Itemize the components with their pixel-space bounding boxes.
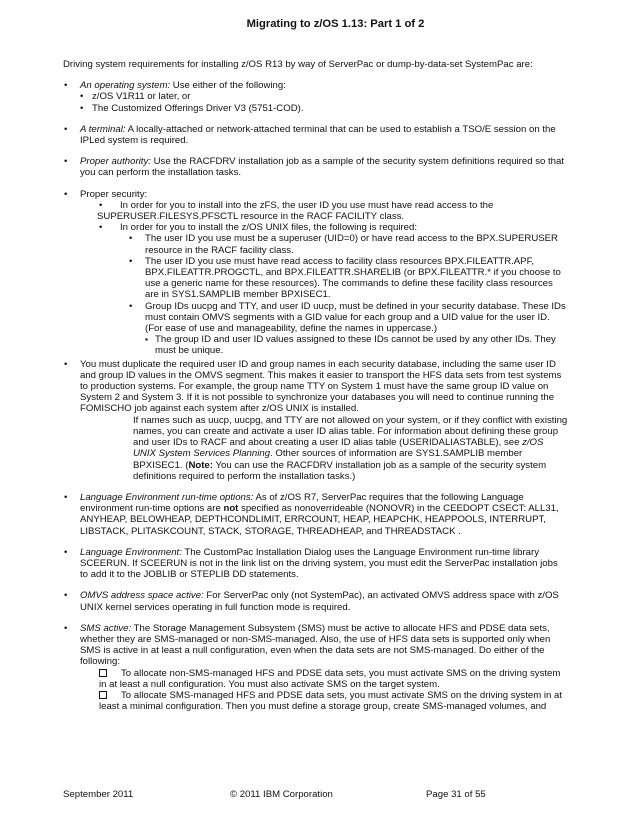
emphasis-not: not (223, 503, 239, 515)
item-text: Use either of the following: (170, 80, 286, 92)
list-item-operating-system (63, 80, 568, 114)
bullet-icon: • (64, 188, 68, 200)
square-bullet-icon: ▪ (145, 334, 149, 345)
item-label: OMVS address space active: (80, 590, 204, 602)
bullet-icon: • (64, 546, 68, 558)
page-footer (63, 789, 568, 801)
bullet-icon: • (64, 156, 68, 168)
bullet-icon: • (99, 199, 103, 211)
sub-item-text: The Customized Offerings Driver V3 (5751-COD). (92, 102, 304, 114)
item-text: As of z/OS R7, ServerPac requires that the following Language environment run-time options are (80, 491, 524, 515)
intro-paragraph: Driving system requirements for installing z/OS R13 by way of ServerPac or dump-by-data-set SystemPac are: (63, 59, 533, 70)
option-text: To allocate non-SMS-managed HFS and PDSE data sets, you must activate SMS on the driving system in at least a null configuration. You must also activate SMS on the target system. (99, 667, 561, 690)
sub-item (63, 103, 568, 114)
sms-option (80, 668, 568, 690)
sub-sub-sub-item (63, 334, 568, 356)
list-item-sms (63, 623, 568, 713)
footer-page-number: Page 31 of 55 (426, 789, 486, 800)
list-item-le (63, 547, 568, 581)
item-text: A locally-attached or network-attached terminal that can be used to establish a TSO/E session on the IPLed system is required. (80, 123, 556, 147)
list-item-le-options (63, 492, 568, 537)
book-title: z/OS UNIX System Services Planning (133, 437, 544, 460)
checkbox-square-icon (99, 691, 107, 699)
item-label: Language Environment run-time options: (80, 491, 254, 503)
note-text: You can use the RACFDRV installation job as a sample of the security system definitions required to perform the installation tasks.) (133, 459, 547, 482)
item-label: Proper authority: (80, 156, 151, 168)
footer-copyright: © 2011 IBM Corporation (230, 789, 333, 800)
item-text: Use the RACFDRV installation job as a sample of the security system definitions required so that you can perform the installation tasks. (80, 156, 565, 179)
item-text: Proper security: (80, 188, 148, 200)
note-label: Note: (188, 459, 213, 471)
page-title: Migrating to z/OS 1.13: Part 1 of 2 (246, 18, 425, 30)
bullet-icon: • (99, 222, 103, 234)
item-label: An operating system: (80, 80, 171, 92)
note-text: If names such as uucp, uucpg, and TTY are not allowed on your system, or if they conflict with existing names, you can create and activate a user ID alias table. For information about defining these group and user IDs to RACF and about creating a user ID alias table (USERIDALIASTABLE), see (133, 414, 568, 449)
alias-note (80, 415, 568, 482)
bullet-icon: • (129, 233, 133, 245)
item-label: A terminal: (80, 123, 126, 135)
sub-sub-item-text: The user ID you use must be a superuser (UID=0) or have read access to the BPX.SUPERUSER resource in the RACF facility class. (145, 233, 558, 256)
bullet-icon: • (129, 255, 133, 267)
sub-item-unix (63, 222, 568, 233)
item-text: The CustomPac Installation Dialog uses the Language Environment run-time library SCEERUN. If SCEERUN is not in the link list on the driving system, you must edit the ServerPac installation jobs to add it to the JOBLIB or STEPLIB DD statements. (80, 546, 558, 581)
sub-sub-item (63, 256, 568, 301)
list-item-authority (63, 156, 568, 178)
sub-item-zfs (63, 200, 568, 222)
option-text: To allocate SMS-managed HFS and PDSE data sets, you must activate SMS on the driving system in at least a minimal configuration. Then you must define a storage group, create SMS-managed volumes, and (99, 689, 562, 713)
sub-item-text: z/OS V1R11 or later, or (92, 91, 191, 103)
bullet-icon: • (80, 102, 84, 114)
item-text: The Storage Management Subsystem (SMS) must be active to allocate HFS and PDSE data sets, whether they are SMS-managed or non-SMS-managed. Also, the use of HFS data sets is supported only when SMS is active in at least a null configuration, even when the data sets are not SMS-managed. Do either of the following: (80, 622, 551, 668)
bullet-icon: • (64, 491, 68, 503)
sub-sub-sub-item-text: The group ID and user ID values assigned to these IDs cannot be used by any other IDs. They must be unique. (155, 334, 556, 357)
checkbox-square-icon (99, 669, 107, 677)
bullet-icon: • (80, 91, 84, 103)
bullet-icon: • (64, 590, 68, 602)
bullet-icon: • (64, 358, 68, 370)
sub-sub-item (63, 301, 568, 335)
sms-option (80, 690, 568, 712)
sub-sub-item (63, 233, 568, 255)
item-text: specified as nonoverrideable (NONOVR) in the CEEDOPT CSECT: ALL31, ANYHEAP, BELOWHEAP, DEPTHCONDLIMIT, ERRCOUNT, HEAP, HEAPCHK, HEAPPOOLS, INTERRUPT, LIBSTACK, PLITASKCOUNT, STACK, STORAGE, THREADHEAP, and THREADSTACK . (80, 503, 559, 537)
sub-sub-item-text: The user ID you use must have read access to facility class resources BPX.FILEATTR.APF, BPX.FILEATTR.PROGCTL, and BPX.FILEATTR.SHARELIB (or BPX.FILEATTR.* if you choose to use a generic name for these resources). The commands to define these facility class resources are in SYS1.SAMPLIB member BPXISEC1. (145, 255, 561, 301)
item-label: SMS active: (80, 622, 132, 634)
note-text: . Other sources of information are SYS1.SAMPLIB member BPXISEC1. ( (133, 448, 523, 471)
sub-item-text: In order for you to install into the zFS, the user ID you use must have read access to the SUPERUSER.FILESYS.PFSCTL resource in the RACF FACILITY class. (97, 199, 494, 223)
sub-item (63, 91, 568, 102)
item-text: You must duplicate the required user ID and group names in each security database, including the same user ID and group ID values in the OMVS segment. This makes it easier to transport the HFS data sets from test systems to production systems. For example, the group name TTY on System 1 must have the same group ID value on System 2 and System 3. If it is not possible to synchronize your databases you will need to continue running the FOMISCHO job against each system after z/OS UNIX is installed. (80, 358, 562, 415)
list-item-omvs (63, 590, 568, 612)
footer-date: September 2011 (63, 789, 134, 800)
list-item-terminal (63, 124, 568, 146)
bullet-icon: • (64, 622, 68, 634)
sub-item-text: In order for you to install the z/OS UNIX files, the following is required: (120, 222, 418, 234)
list-item-duplicate (63, 359, 568, 482)
item-text: For ServerPac only (not SystemPac), an activated OMVS address space with z/OS UNIX kernel services operating in full function mode is required. (80, 590, 559, 613)
bullet-icon: • (64, 80, 68, 92)
item-label: Language Environment: (80, 546, 182, 558)
bullet-icon: • (64, 123, 68, 135)
list-item-security (63, 189, 568, 357)
bullet-icon: • (129, 300, 133, 312)
sub-sub-item-text: Group IDs uucpg and TTY, and user ID uucp, must be defined in your security database. These IDs must contain OMVS segments with a GID value for each group and a UID value for the user ID. (For ease of use and manageability, define the names in uppercase.) (145, 300, 566, 335)
